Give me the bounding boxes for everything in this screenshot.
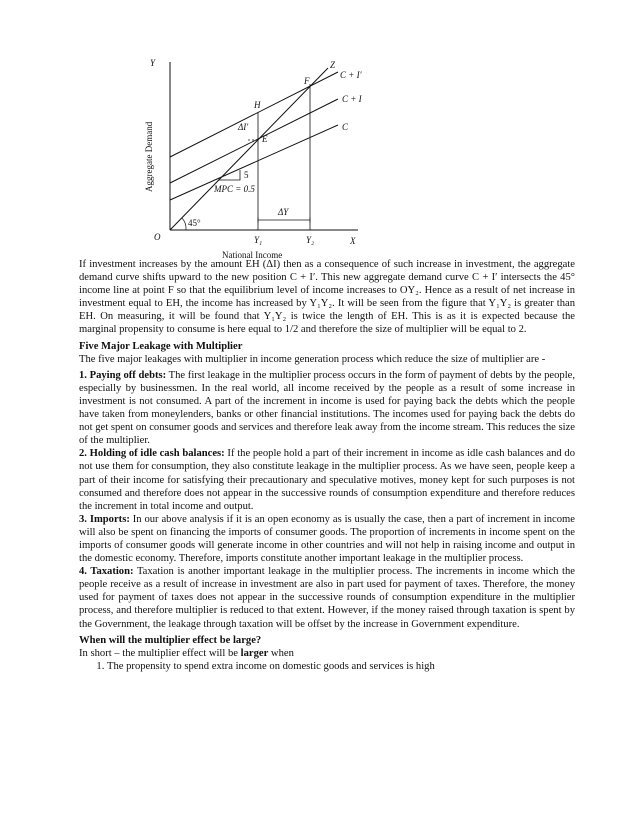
large-short-prefix: In short – the multiplier effect will be [79, 647, 241, 659]
leakage-item-title: 2. Holding of idle cash balances: [79, 448, 225, 460]
point-f: F [304, 76, 310, 86]
label-c: C [342, 122, 349, 132]
slope-rise: 5 [244, 170, 249, 180]
large-short-suffix: when [268, 647, 294, 659]
leakage-item-title: 4. Taxation: [79, 566, 134, 578]
leakage-item [79, 447, 575, 512]
leakage-intro: The five major leakages with multiplier in income generation process which reduce the size of multiplier are - [79, 353, 546, 365]
leakage-heading: Five Major Leakage with Multiplier [79, 340, 243, 352]
multiplier-diagram [130, 50, 380, 262]
document-body [79, 258, 575, 673]
leakage-item-text: In our above analysis if it is an open economy as is usually the case, then a part of increment in income will also be spent on financing the imports of consumer goods. The proportion of increments in income spent on the imports of consumer goods will generate income in other countries and will not help in raising income and output in the domestic economy. Therefore, imports constitute another important leakage in the multiplier process. [79, 513, 575, 565]
leakage-item [79, 369, 575, 448]
leakage-item-title: 3. Imports: [79, 513, 130, 525]
label-z: Z [330, 60, 336, 70]
leakage-item-text: Taxation is another important leakage in the multiplier process. The increments in income which the people receive as a result of increase in investment are also in part used for payment of taxes. Therefore, the money used for payment of taxes does not appear in the successive rounds of consumption expenditure in the multiplier process, and therefore multiplier is reduced to that extent. However, if the money raised through taxation is spent by the Government, the leakage through taxation will be offset by the increase in Government expenditure. [79, 566, 575, 630]
y2-label: Y₂ [306, 235, 315, 245]
line-c-plus-i [170, 99, 338, 183]
list-item: 1. The propensity to spend extra income on domestic goods and services is high [107, 660, 575, 673]
mpc-label: MPC = 0.5 [214, 184, 255, 194]
angle-arc [182, 218, 186, 230]
large-short [79, 647, 575, 660]
delta-y-label: ΔY [278, 207, 289, 217]
point-e: E [262, 134, 268, 144]
leakage-item-text: If the people hold a part of their increment in income as idle cash balances and do not use them for consumption, they also constitute leakage in the multiplier process. As we have seen, people keep a part of their income for satisfying their precautionary and speculative motives, money kept for such purposes is not consumed and therefore does not appear in the successive rounds of consumption expenditure and therefore reduces the increment in total income and output. [79, 448, 575, 512]
point-h: H [254, 100, 261, 110]
leakage-item [79, 565, 575, 630]
label-c-plus-i: C + I [342, 94, 362, 104]
x-axis-title: National Income [222, 250, 283, 260]
intro-paragraph: If investment increases by the amount EH (ΔI) then as a consequence of such increase in investment, the aggregate demand curve shifts upward to the new position C + I′. This new aggregate demand curve C + I′ intersects the 45° income line at point F so that the equilibrium level of income increases to OY₂. Hence as a result of net increase in investment equal to EH, the income has increased by Y₁Y₂. It will be seen from the figure that Y₁Y₂ is greater than EH. On measuring, it will be found that Y₁Y₂ is twice the length of EH. This is as it is expected because the marginal propensity to consume is here equal to 1/2 and therefore the size of multiplier will be equal to 2. [79, 259, 575, 336]
leakage-item-text: The first leakage in the multiplier process occurs in the form of payment of debts by the people, especially by businessmen. In the real world, all income received by the people as a result of some increase in investment is not consumed. A part of the increment in income is used for paying back the debts which the people have taken from moneylenders, banks or other financial institutions. The incomes used for paying back the debts do not get spent on consumer goods and services and therefore leak away from the income stream. This reduces the size of the multiplier. [79, 369, 575, 447]
x-axis-letter: X [350, 236, 356, 246]
label-c-plus-i-prime: C + I′ [340, 70, 362, 80]
slope-triangle [218, 170, 240, 180]
large-heading: When will the multiplier effect be large? [79, 634, 262, 646]
origin-label: O [154, 232, 161, 242]
angle-label: 45° [188, 218, 201, 228]
leakage-item [79, 513, 575, 565]
diagram-svg [130, 50, 380, 262]
line-45-degree [170, 68, 328, 230]
y-axis-letter: Y [150, 58, 156, 68]
delta-i-label: ΔI′ [238, 122, 249, 132]
large-list [79, 660, 575, 673]
leakage-item-title: 1. Paying off debts: [79, 369, 167, 381]
y-axis-title: Aggregate Demand [144, 121, 154, 192]
large-short-bold: larger [240, 647, 269, 659]
y1-label: Y₁ [254, 235, 263, 245]
